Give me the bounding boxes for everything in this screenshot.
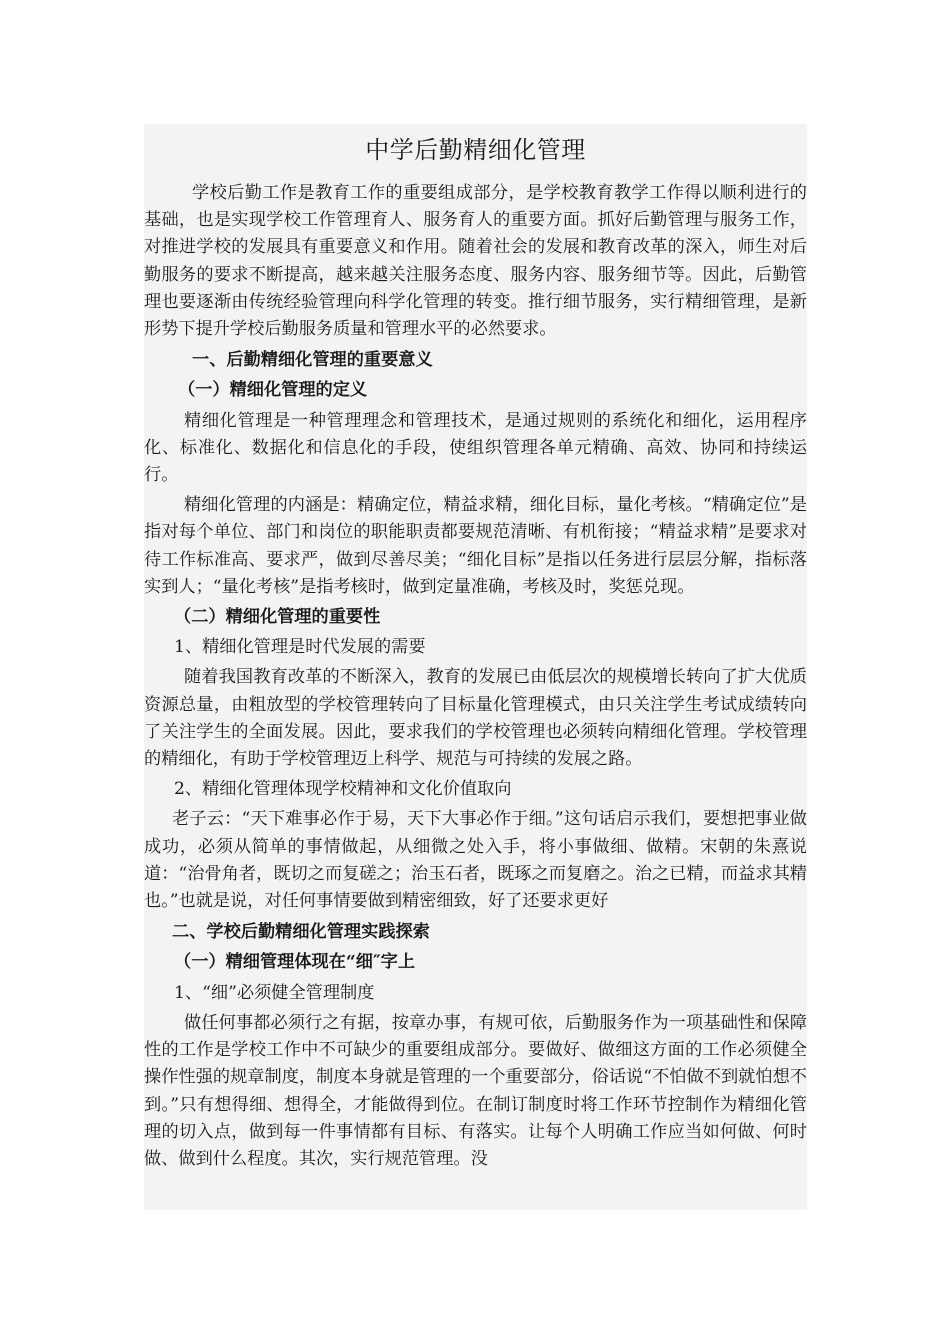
subsection-heading: （二）精细化管理的重要性	[174, 607, 381, 628]
intro-paragraph: 学校后勤工作是教育工作的重要组成部分，是学校教育教学工作得以顺利进行的基础，也是实现学校工作管理育人、服务育人的重要方面。抓好后勤管理与服务工作，对推进学校的发展具有重要意义和作用。随着社会的发展和教育改革的深入，师生对后勤服务的要求不断提高，越来越关注服务态度、服务内容、服务细节等。因此，后勤管理也要逐渐由传统经验管理向科学化管理的转变。推行细节服务，实行精细管理，是新形势下提升学校后勤服务质量和管理水平的必然要求。	[144, 183, 807, 340]
section-heading: 一、后勤精细化管理的重要意义	[192, 350, 433, 371]
subsection-heading: （一）精细化管理的定义	[178, 380, 368, 401]
document-title: 中学后勤精细化管理	[365, 136, 586, 164]
body-paragraph: 做任何事都必须行之有据，按章办事，有规可依，后勤服务作为一项基础性和保障性的工作是学校工作中不可缺少的重要组成部分。要做好、做细这方面的工作必须健全操作性强的规章制度，制度本身就是管理的一个重要部分，俗话说“不怕做不到就怕想不到。”只有想得细、想得全，才能做得到位。在制订制度时将工作环节控制作为精细化管理的切入点，做到每一件事情都有目标、有落实。让每个人明确工作应当如何做、何时做、做到什么程度。其次，实行规范管理。没	[144, 1012, 807, 1169]
document-page	[144, 124, 807, 1210]
body-paragraph: 随着我国教育改革的不断深入，教育的发展已由低层次的规模增长转向了扩大优质资源总量，由粗放型的学校管理转向了目标量化管理模式，由只关注学生考试成绩转向了关注学生的全面发展。因此，要求我们的学校管理也必须转向精细化管理。学校管理的精细化，有助于学校管理迈上科学、规范与可持续的发展之路。	[144, 667, 807, 770]
body-paragraph: 精细化管理的内涵是：精确定位，精益求精，细化目标，量化考核。“精确定位”是指对每个单位、部门和岗位的职能职责都要规范清晰、有机衔接；“精益求精”是要求对待工作标准高、要求严，做到尽善尽美；“细化目标”是指以任务进行层层分解，指标落实到人；“量化考核”是指考核时，做到定量准确，考核及时，奖惩兑现。	[144, 495, 807, 597]
point-heading: 1、精细化管理是时代发展的需要	[174, 637, 426, 658]
point-heading: 2、精细化管理体现学校精神和文化价值取向	[174, 779, 512, 800]
section-heading: 二、学校后勤精细化管理实践探索	[172, 922, 430, 943]
point-heading: 1、“细”必须健全管理制度	[174, 982, 375, 1003]
document-content	[144, 124, 807, 1173]
body-paragraph: 精细化管理是一种管理理念和管理技术，是通过规则的系统化和细化，运用程序化、标准化、数据化和信息化的手段，使组织管理各单元精确、高效、协同和持续运行。	[144, 410, 807, 486]
subsection-heading: （一）精细管理体现在“细″字上	[174, 952, 416, 973]
body-paragraph: 老子云：“天下难事必作于易，天下大事必作于细。”这句话启示我们，要想把事业做成功，必须从简单的事情做起，从细微之处入手，将小事做细、做精。宋朝的朱熹说道：“治骨角者，既切之而复磋之；治玉石者，既琢之而复磨之。治之已精，而益求其精也。”也就是说，对任何事情要做到精密细致，好了还要求更好	[144, 809, 807, 912]
